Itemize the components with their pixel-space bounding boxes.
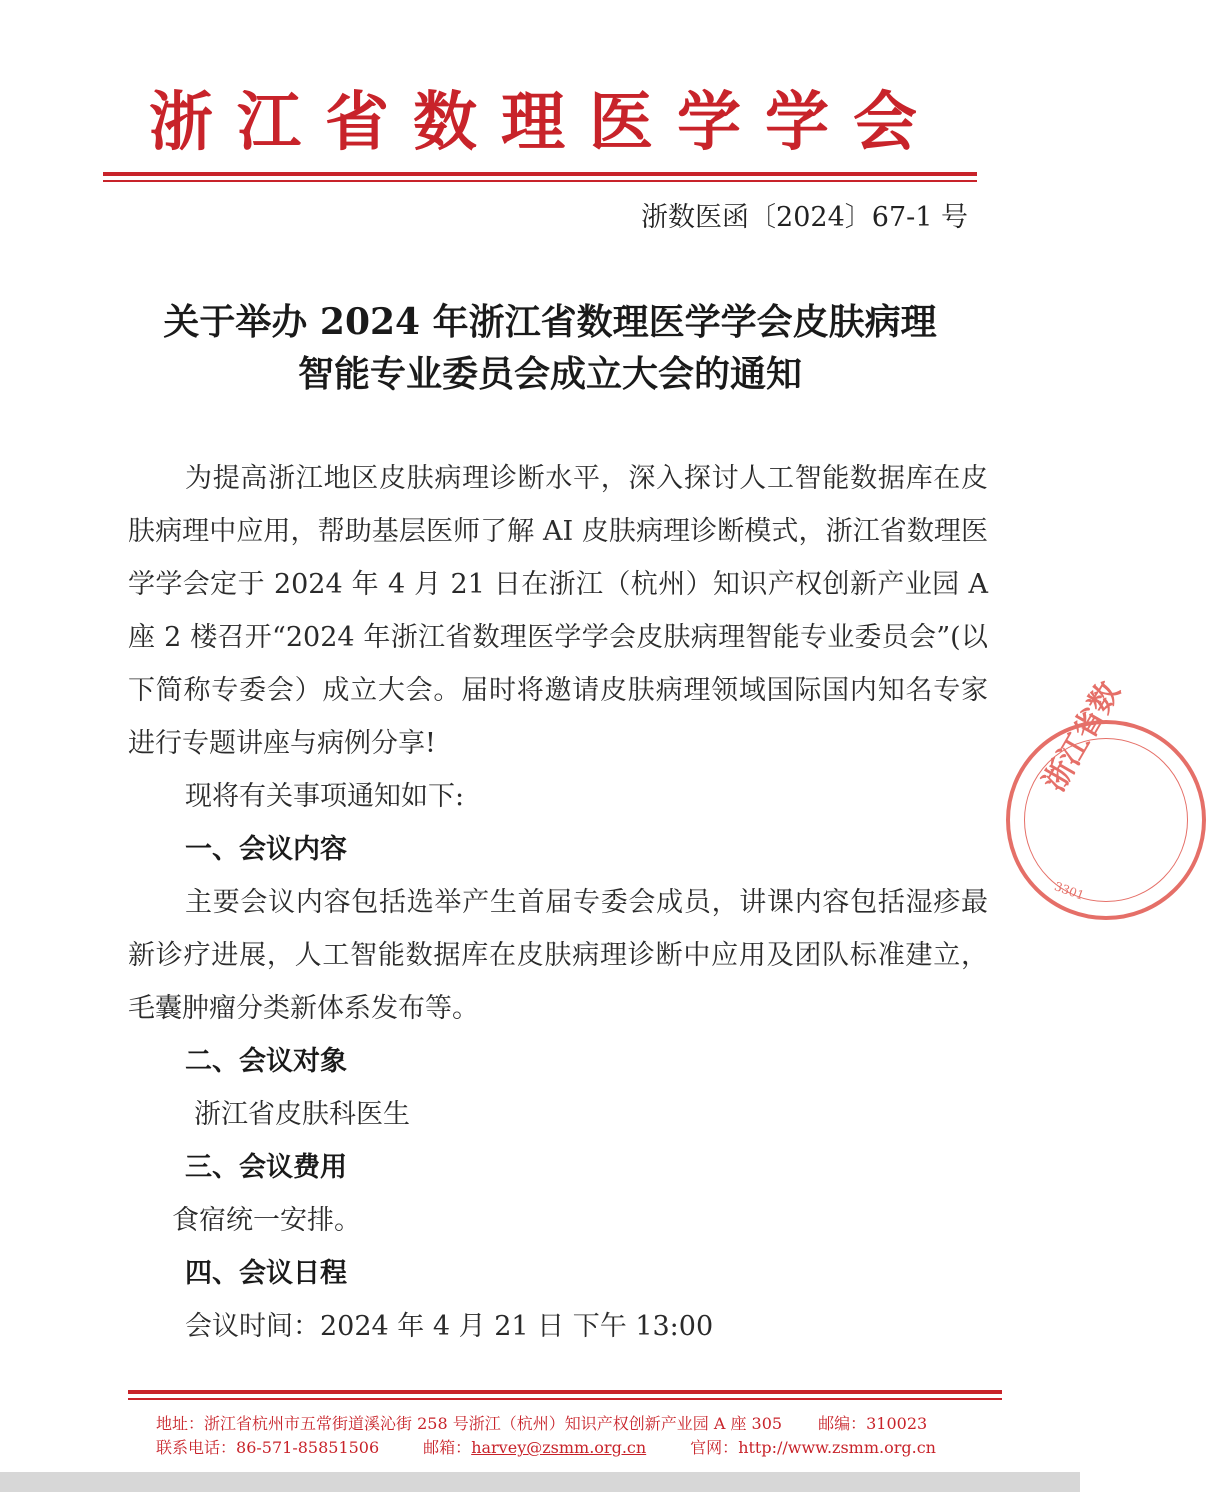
- notice-lead: 现将有关事项通知如下:: [185, 781, 465, 812]
- document-body: [128, 452, 988, 1353]
- letterhead-rule-thin: [103, 180, 977, 182]
- letterhead-org-name: 浙江省数理医学学会: [149, 85, 941, 160]
- title-line-2: 智能专业委员会成立大会的通知: [297, 353, 802, 395]
- section-text-content: 主要会议内容包括选举产生首届专委会成员，讲课内容包括湿疹最新诊疗进展，人工智能数据库在皮肤病理诊断中应用及团队标准建立，毛囊肿瘤分类新体系发布等。: [128, 887, 988, 1024]
- letterhead-rule-thick: [103, 172, 977, 176]
- email-label: 邮箱：: [423, 1438, 472, 1457]
- footer-rule-thin: [128, 1398, 1002, 1400]
- postcode-label: 邮编：: [818, 1414, 867, 1433]
- footer-row-contacts: [156, 1436, 996, 1460]
- address-label: 地址：: [156, 1414, 205, 1433]
- section-heading-fees: 三、会议费用: [185, 1152, 347, 1183]
- seal-text: 浙江省数: [1036, 676, 1128, 798]
- footer-contact: [156, 1412, 996, 1460]
- section-text-audience: 浙江省皮肤科医生: [194, 1099, 410, 1130]
- phone-label: 联系电话：: [156, 1438, 237, 1457]
- phone-value: 86-571-85851506: [236, 1438, 380, 1457]
- intro-paragraph: 为提高浙江地区皮肤病理诊断水平，深入探讨人工智能数据库在皮肤病理中应用，帮助基层医师了解 AI 皮肤病理诊断模式，浙江省数理医学学会定于 2024 年 4 月 21 日在浙江（杭州）知识产权创新产业园 A 座 2 楼召开“2024 年浙江省数理医学学会皮肤病理智能专业委员会”(以下简称专委会）成立大会。届时将邀请皮肤病理领域国际国内知名专家进行专题讲座与病例分享!: [128, 463, 988, 759]
- section-text-schedule: 会议时间：2024 年 4 月 21 日 下午 13:00: [185, 1311, 714, 1342]
- seal-number: 3301: [1052, 879, 1087, 903]
- section-heading-content: 一、会议内容: [185, 834, 347, 865]
- section-heading-audience: 二、会议对象: [185, 1046, 347, 1077]
- bottom-edge-strip: [0, 1472, 1080, 1492]
- section-heading-schedule: 四、会议日程: [185, 1258, 347, 1289]
- email-link[interactable]: harvey@zsmm.org.cn: [471, 1438, 647, 1457]
- section-text-fees: 食宿统一安排。: [172, 1205, 361, 1236]
- official-seal: [1006, 676, 1206, 920]
- website-link[interactable]: http://www.zsmm.org.cn: [738, 1438, 936, 1457]
- document-number: 浙数医函〔2024〕67-1 号: [641, 202, 968, 233]
- title-line-1: 关于举办 2024 年浙江省数理医学学会皮肤病理: [163, 301, 937, 343]
- website-label: 官网：: [690, 1438, 739, 1457]
- postcode-value: 310023: [866, 1414, 928, 1433]
- footer-row-address: [156, 1412, 996, 1436]
- footer-rule-thick: [128, 1390, 1002, 1394]
- document-title: [100, 296, 1000, 400]
- address-value: 浙江省杭州市五常街道溪沁街 258 号浙江（杭州）知识产权创新产业园 A 座 305: [204, 1414, 783, 1433]
